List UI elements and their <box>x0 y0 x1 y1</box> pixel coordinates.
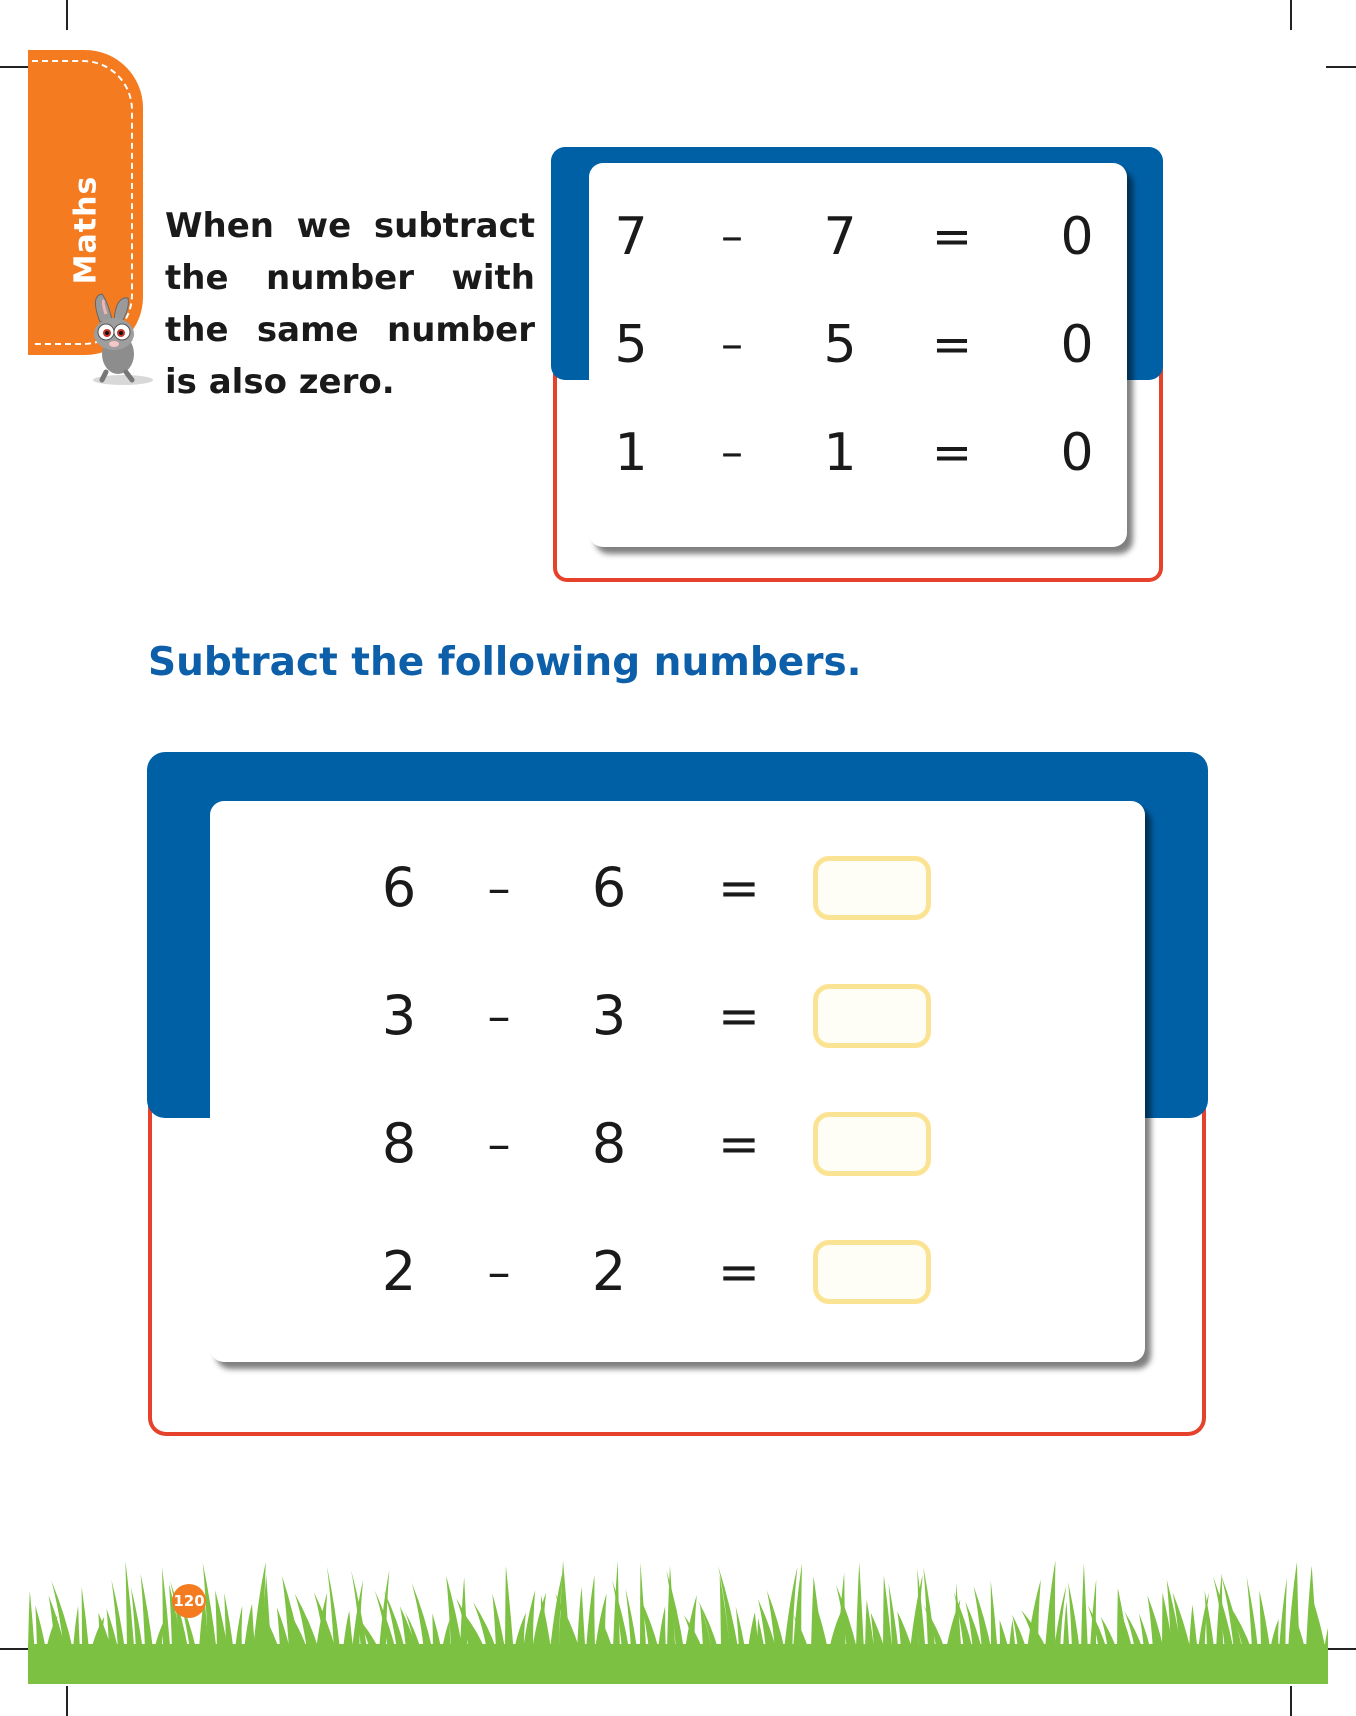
grass-blade <box>1147 1595 1164 1650</box>
crop-mark <box>66 0 68 30</box>
grass-blade <box>1045 1560 1056 1650</box>
grass-blade <box>1000 1620 1009 1650</box>
equals-sign: = <box>931 317 973 373</box>
crop-mark <box>1326 1648 1356 1650</box>
operand-left: 5 <box>614 315 648 375</box>
grass-blade <box>856 1562 864 1650</box>
equals-sign: = <box>931 209 973 265</box>
answer-input[interactable] <box>813 856 931 920</box>
grass-blade <box>235 1606 242 1650</box>
intro-paragraph: When we subtract the number with the same number is also zero. <box>165 206 535 402</box>
grass-blade <box>577 1587 585 1650</box>
grass-blade <box>1324 1610 1328 1650</box>
equals-sign: = <box>718 987 760 1045</box>
grass-blade <box>1063 1601 1069 1650</box>
grass-blade <box>162 1567 170 1650</box>
grass-blade <box>432 1613 441 1650</box>
example-row <box>589 197 1127 277</box>
operand-left: 1 <box>614 423 648 483</box>
grass-blade <box>442 1619 451 1650</box>
exercise-row <box>210 848 1145 928</box>
minus-sign: – <box>721 319 743 370</box>
crop-mark <box>1326 66 1356 68</box>
minus-sign: – <box>487 1245 511 1299</box>
grass-blade <box>1259 1590 1270 1650</box>
exercise-row <box>210 1232 1145 1312</box>
equals-sign: = <box>718 1115 760 1173</box>
grass-blade <box>541 1595 551 1650</box>
grass-decoration <box>28 1560 1328 1684</box>
result-value: 0 <box>1060 423 1094 483</box>
grass-blade <box>1081 1563 1088 1650</box>
grass-blade <box>1189 1605 1198 1650</box>
grass-blade <box>1247 1577 1259 1650</box>
minus-sign: – <box>487 989 511 1043</box>
operand-right: 8 <box>591 1112 627 1175</box>
minus-sign: – <box>721 211 743 262</box>
minus-sign: – <box>721 427 743 478</box>
grass-blade <box>244 1604 255 1650</box>
result-value: 0 <box>1060 207 1094 267</box>
grass-blade <box>1279 1578 1287 1650</box>
operand-right: 2 <box>591 1240 627 1303</box>
answer-input[interactable] <box>813 984 931 1048</box>
grass-blade <box>1205 1590 1215 1650</box>
grass-blade <box>28 1591 35 1650</box>
grass-blade <box>1270 1619 1279 1650</box>
minus-sign: – <box>487 1117 511 1171</box>
bunny-mascot-icon <box>88 292 158 387</box>
result-value: 0 <box>1060 315 1094 375</box>
grass-blade <box>343 1611 353 1650</box>
exercise-row <box>210 976 1145 1056</box>
operand-left: 7 <box>614 207 648 267</box>
operand-right: 6 <box>591 856 627 919</box>
operand-left: 6 <box>381 856 417 919</box>
answer-input[interactable] <box>813 1240 931 1304</box>
grass-blade <box>73 1606 80 1650</box>
grass-blade <box>586 1575 595 1650</box>
grass-blade <box>141 1574 154 1650</box>
grass-blade <box>492 1594 505 1650</box>
crop-mark <box>0 1648 30 1650</box>
grass-blade <box>82 1586 89 1650</box>
grass-blade <box>991 1580 998 1650</box>
example-card <box>589 163 1127 547</box>
operand-right: 5 <box>823 315 857 375</box>
answer-input[interactable] <box>813 1112 931 1176</box>
operand-left: 3 <box>381 984 417 1047</box>
example-row <box>589 305 1127 385</box>
crop-mark <box>66 1686 68 1716</box>
grass-blade <box>35 1605 46 1650</box>
crop-mark <box>1290 1686 1292 1716</box>
equals-sign: = <box>718 859 760 917</box>
minus-sign: – <box>487 861 511 915</box>
grass-blade <box>505 1566 514 1650</box>
example-row <box>589 413 1127 493</box>
equals-sign: = <box>931 425 973 481</box>
crop-mark <box>1290 0 1292 30</box>
exercise-row <box>210 1104 1145 1184</box>
operand-right: 1 <box>823 423 857 483</box>
operand-left: 2 <box>381 1240 417 1303</box>
grass-blade <box>658 1606 666 1650</box>
operand-right: 3 <box>591 984 627 1047</box>
operand-left: 8 <box>381 1112 417 1175</box>
page-number-badge: 120 <box>172 1584 206 1618</box>
subject-tab-label: Maths <box>68 175 104 285</box>
grass-blade <box>1068 1582 1080 1650</box>
operand-right: 7 <box>823 207 857 267</box>
exercise-card <box>210 801 1145 1362</box>
crop-mark <box>0 66 30 68</box>
equals-sign: = <box>718 1243 760 1301</box>
exercise-heading: Subtract the following numbers. <box>148 640 862 685</box>
